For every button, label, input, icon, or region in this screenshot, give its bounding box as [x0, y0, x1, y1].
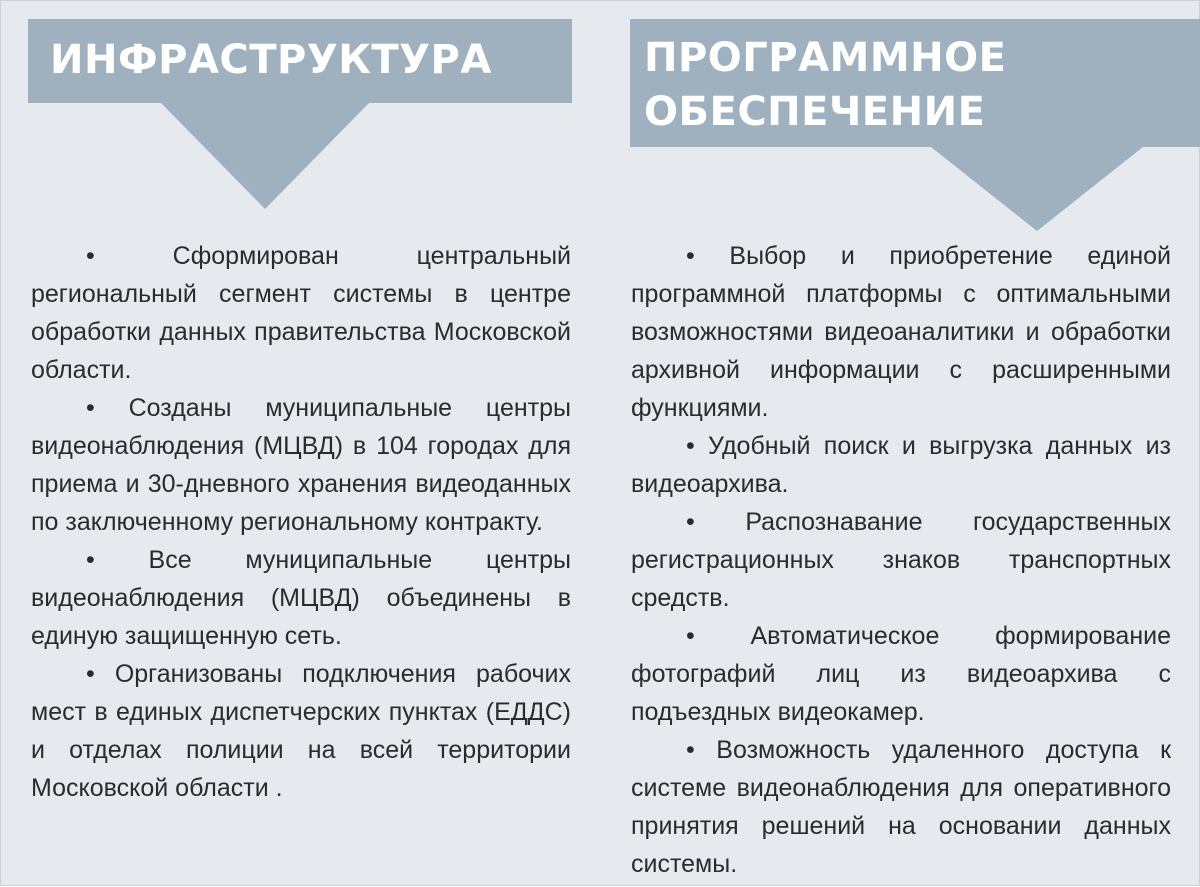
list-item: • Сформирован центральный региональный сегмент системы в центре обработки данных правительства Московской области.	[31, 237, 571, 389]
infrastructure-list	[31, 237, 571, 807]
down-arrow-icon	[161, 103, 369, 209]
list-item: • Удобный поиск и выгрузка данных из видеоархива.	[631, 427, 1171, 503]
software-header	[630, 19, 1200, 147]
software-title: ПРОГРАММНОЕ ОБЕСПЕЧЕНИЕ	[644, 35, 1007, 135]
list-item: • Организованы подключения рабочих мест в единых диспетчерских пунктах (ЕДДС) и отделах полиции на всей территории Московской области .	[31, 655, 571, 807]
infrastructure-header	[28, 19, 572, 103]
down-arrow-icon	[931, 147, 1143, 231]
list-item: • Возможность удаленного доступа к системе видеонаблюдения для оперативного принятия решений на основании данных системы.	[631, 731, 1171, 883]
software-list	[631, 237, 1171, 883]
list-item: • Автоматическое формирование фотографий лиц из видеоархива с подъездных видеокамер.	[631, 617, 1171, 731]
infrastructure-title: ИНФРАСТРУКТУРА	[50, 37, 492, 83]
list-item: • Все муниципальные центры видеонаблюдения (МЦВД) объединены в единую защищенную сеть.	[31, 541, 571, 655]
list-item: • Созданы муниципальные центры видеонаблюдения (МЦВД) в 104 городах для приема и 30-дневного хранения видеоданных по заключенному региональному контракту.	[31, 389, 571, 541]
list-item: • Распознавание государственных регистрационных знаков транспортных средств.	[631, 503, 1171, 617]
software-column	[601, 1, 1200, 887]
infrastructure-column	[1, 1, 601, 887]
list-item: • Выбор и приобретение единой программной платформы с оптимальными возможностями видеоаналитики и обработки архивной информации с расширенными функциями.	[631, 237, 1171, 427]
